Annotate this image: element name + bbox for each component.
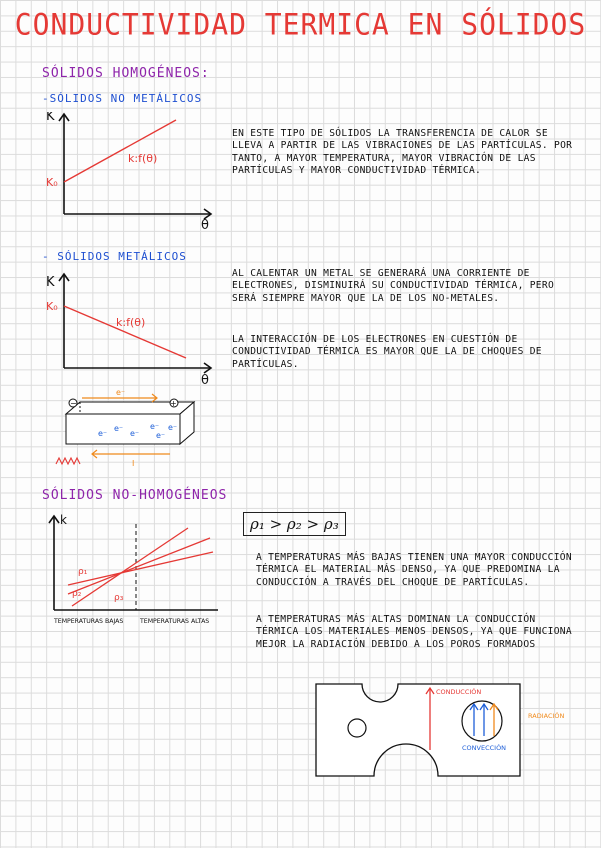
y-axis-label: k xyxy=(60,513,67,527)
paragraph-metallic-2: LA INTERACCIÓN DE LOS ELECTRONES EN CUESTIÓN DE CONDUCTIVIDAD TÉRMICA ES MAYOR QUE LA DE CHOQUES DE PARTÍCULAS. xyxy=(232,334,542,370)
metal-bar-diagram xyxy=(52,386,202,472)
graph-non-homogeneous xyxy=(38,510,223,630)
section-heading-homogeneous: SÓLIDOS HOMOGÉNEOS: xyxy=(42,66,210,81)
x-axis-label: θ xyxy=(201,218,209,232)
x-right-label: TEMPERATURAS ALTAS xyxy=(140,618,210,625)
x-axis-label: θ xyxy=(201,373,209,388)
terminal-positive: + xyxy=(170,399,177,408)
intercept-label: K₀ xyxy=(46,176,58,189)
line-label: k:f(θ) xyxy=(116,316,146,329)
paragraph-low-temp: A TEMPERATURAS MÁS BAJAS TIENEN UNA MAYOR CONDUCCIÓN TÉRMICA EL MATERIAL MÁS DENSO, YA QUE PREDOMINA LA CONDUCCIÓN A TRAVÉS DEL CHOQUE DE PARTÍCULAS. xyxy=(256,552,572,588)
electron-4: e⁻ xyxy=(150,422,160,431)
subheading-metallic: - SÓLIDOS METÁLICOS xyxy=(42,250,187,263)
heat-squiggle-icon xyxy=(56,458,80,464)
paragraph-metallic-1: AL CALENTAR UN METAL SE GENERARÁ UNA CORRIENTE DE ELECTRONES, DISMINUIRÁ SU CONDUCTIVIDAD TÉRMICA, PERO SERÁ SIEMPRE MAYOR QUE LA DE LOS NO-METALES. xyxy=(232,268,555,304)
line-label: k:f(θ) xyxy=(128,152,158,165)
top-arrow-label: e⁻ xyxy=(116,388,126,397)
x-left-label: TEMPERATURAS BAJAS xyxy=(54,618,124,625)
electron-1: e⁻ xyxy=(98,429,108,438)
electron-3: e⁻ xyxy=(130,429,140,438)
y-axis-label: K xyxy=(46,112,55,124)
paragraph-high-temp: A TEMPERATURAS MÁS ALTAS DOMINAN LA CONDUCCIÓN TÉRMICA LOS MATERIALES MENOS DENSOS, YA QUE FUNCIONA MEJOR LA RADIACIÓN DEBIDO A LOS POROS FORMADOS xyxy=(256,614,572,650)
series-label-rho1: ρ₁ xyxy=(78,567,88,577)
bottom-arrow-label: I xyxy=(132,459,135,468)
intercept-label: K₀ xyxy=(46,300,58,313)
electron-6: e⁻ xyxy=(168,423,178,432)
paragraph-non-metallic: EN ESTE TIPO DE SÓLIDOS LA TRANSFERENCIA DE CALOR SE LLEVA A PARTIR DE LAS VIBRACIONES DE LAS PARTÍCULAS. POR TANTO, A MAYOR TEMPERATURA, MAYOR VIBRACIÓN DE LAS PARTÍCULAS Y MAYOR CONDUCTIVIDAD TÉRMICA. xyxy=(232,128,573,176)
electron-5: e⁻ xyxy=(156,431,166,440)
pore-diagram xyxy=(312,680,598,784)
label-conduction: CONDUCCIÓN xyxy=(436,688,482,696)
label-radiation: RADIACIÓN xyxy=(528,712,565,720)
page-title: CONDUCTIVIDAD TERMICA EN SÓLIDOS xyxy=(14,7,587,42)
y-axis-label: K xyxy=(46,275,55,290)
electron-2: e⁻ xyxy=(114,424,124,433)
label-convection: CONVECCIÓN xyxy=(462,744,507,752)
terminal-negative: − xyxy=(70,399,77,408)
subheading-non-metallic: -SÓLIDOS NO METÁLICOS xyxy=(42,92,203,105)
section-heading-non-homogeneous: SÓLIDOS NO-HOMOGÉNEOS xyxy=(42,488,228,503)
series-label-rho2: ρ₂ xyxy=(72,589,82,599)
series-label-rho3: ρ₃ xyxy=(114,593,124,603)
density-formula: ρ₁ > ρ₂ > ρ₃ xyxy=(243,512,346,536)
graph-metallic xyxy=(36,272,221,390)
graph-non-metallic xyxy=(36,112,221,232)
